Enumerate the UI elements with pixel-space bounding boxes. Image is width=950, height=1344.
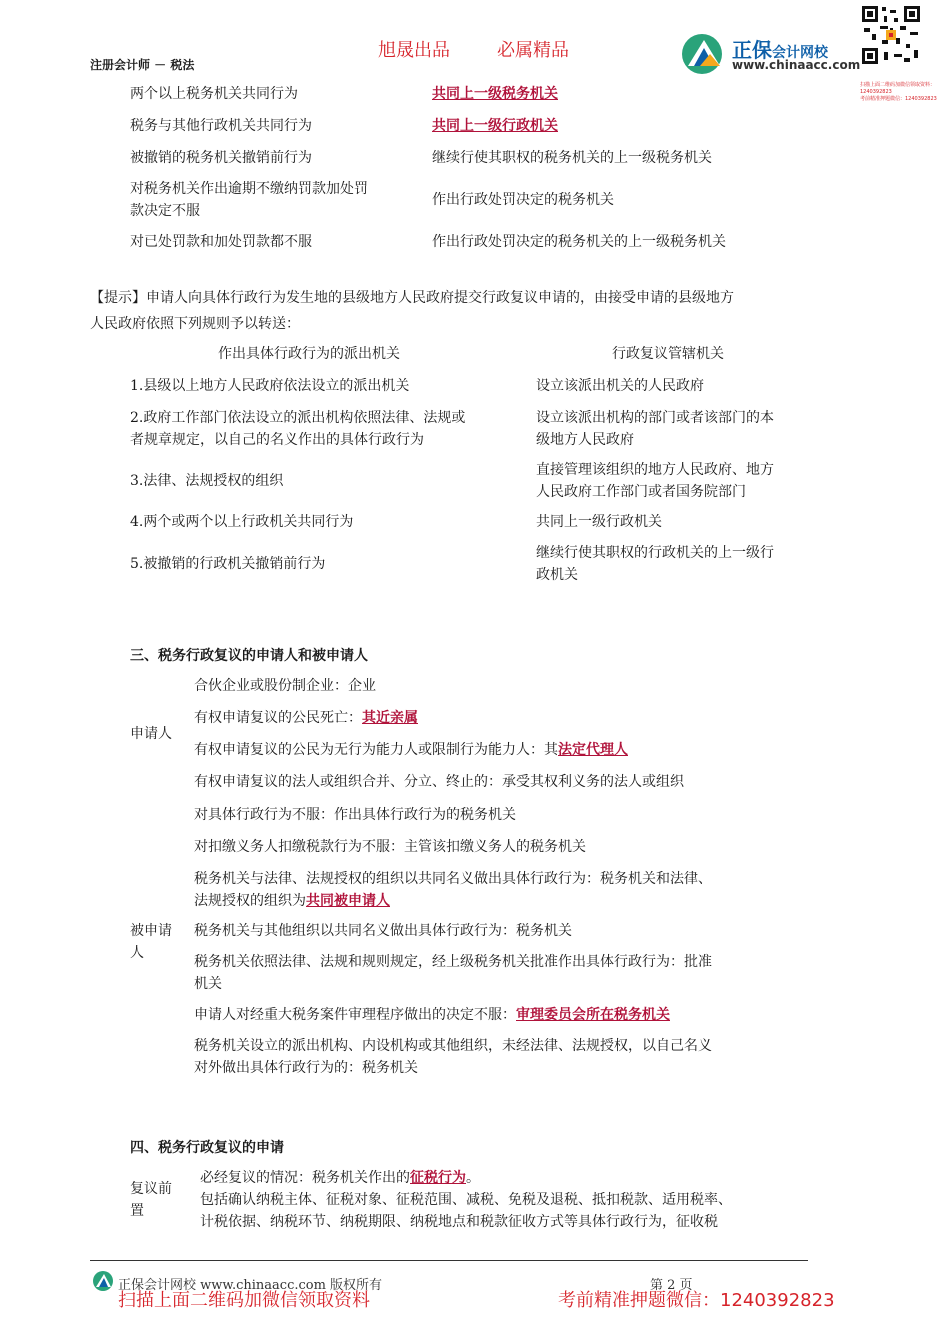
respondent-row-4: 税务机关与其他组织以共同名义做出具体行政行为：税务机关 — [194, 923, 572, 939]
respondent-label-1: 被申请 — [130, 923, 172, 939]
table2-row3-left: 3.法律、法规授权的组织 — [130, 473, 284, 489]
subject-title: 注册会计师 － 税法 — [90, 58, 195, 72]
applicant-row-1: 合伙企业或股份制企业：企业 — [194, 678, 376, 694]
table2-row2-left-b: 者规章规定，以自己的名义作出的具体行政行为 — [130, 432, 424, 448]
respondent-row-5b: 机关 — [194, 976, 222, 992]
slogan-left: 旭晟出品 — [378, 40, 450, 61]
respondent-row-5a: 税务机关依照法律、法规和规则规定，经上级税务机关批准作出具体行政行为：批准 — [194, 954, 712, 970]
table1-left-3: 被撤销的税务机关撤销前行为 — [130, 150, 312, 166]
brand-title: 正保会计网校 — [732, 38, 828, 62]
prereq-label-2: 置 — [130, 1203, 144, 1219]
applicant-label: 申请人 — [130, 726, 172, 742]
table1-left-1: 两个以上税务机关共同行为 — [130, 86, 298, 102]
table2-row2-right-b: 级地方人民政府 — [536, 432, 634, 448]
promo-left-text: 扫描上面二维码加微信领取资料 — [118, 1290, 370, 1311]
prereq-line-3: 计税依据、纳税环节、纳税期限、纳税地点和税款征收方式等具体行政行为，征收税 — [200, 1214, 718, 1230]
table1-right-4: 作出行政处罚决定的税务机关 — [432, 192, 614, 208]
respondent-row-7b: 对外做出具体行政行为的：税务机关 — [194, 1060, 418, 1076]
table1-right-3: 继续行使其职权的税务机关的上一级税务机关 — [432, 150, 712, 166]
section3-title: 三、税务行政复议的申请人和被申请人 — [130, 648, 368, 664]
tip-line-1: 【提示】申请人向具体行政行为发生地的县级地方人民政府提交行政复议申请的，由接受申请的县级地方 — [90, 290, 734, 306]
respondent-row-6: 申请人对经重大税务案件审理程序做出的决定不服：审理委员会所在税务机关 — [194, 1007, 670, 1023]
prereq-label-1: 复议前 — [130, 1181, 172, 1197]
respondent-label-2: 人 — [130, 945, 144, 961]
table2-row5-right-a: 继续行使其职权的行政机关的上一级行 — [536, 545, 774, 561]
table2-row2-right-a: 设立该派出机构的部门或者该部门的本 — [536, 410, 774, 426]
applicant-row-4: 有权申请复议的法人或组织合并、分立、终止的：承受其权利义务的法人或组织 — [194, 774, 684, 790]
table1-right-5: 作出行政处罚决定的税务机关的上一级税务机关 — [432, 234, 726, 250]
respondent-row-3a: 税务机关与法律、法规授权的组织以共同名义做出具体行政行为：税务机关和法律、 — [194, 871, 712, 887]
respondent-row-1: 对具体行政行为不服：作出具体行政行为的税务机关 — [194, 807, 516, 823]
respondent-row-2: 对扣缴义务人扣缴税款行为不服：主管该扣缴义务人的税务机关 — [194, 839, 586, 855]
table2-header-right: 行政复议管辖机关 — [612, 346, 724, 362]
table2-row2-left-a: 2.政府工作部门依法设立的派出机构依照法律、法规或 — [130, 410, 466, 426]
section4-title: 四、税务行政复议的申请 — [130, 1140, 284, 1156]
slogan-right: 必属精品 — [497, 40, 569, 61]
table1-right-2: 共同上一级行政机关 — [432, 118, 558, 134]
table2-row1-right: 设立该派出机关的人民政府 — [536, 378, 704, 394]
table2-row5-left: 5.被撤销的行政机关撤销前行为 — [130, 556, 326, 572]
table2-header-left: 作出具体行政行为的派出机关 — [218, 346, 400, 362]
applicant-row-2: 有权申请复议的公民死亡：其近亲属 — [194, 710, 418, 726]
table2-row3-right-a: 直接管理该组织的地方人民政府、地方 — [536, 462, 774, 478]
brand-url: www.chinaacc.com — [732, 58, 861, 72]
prereq-line-2: 包括确认纳税主体、征税对象、征税范围、减税、免税及退税、抵扣税款、适用税率、 — [200, 1192, 732, 1208]
respondent-row-7a: 税务机关设立的派出机构、内设机构或其他组织，未经法律、法规授权，以自己名义 — [194, 1038, 712, 1054]
applicant-row-3: 有权申请复议的公民为无行为能力人或限制行为能力人：其法定代理人 — [194, 742, 628, 758]
table2-row3-right-b: 人民政府工作部门或者国务院部门 — [536, 484, 746, 500]
table1-left-2: 税务与其他行政机关共同行为 — [130, 118, 312, 134]
prereq-line-1: 必经复议的情况：税务机关作出的征税行为。 — [200, 1170, 480, 1186]
table1-left-5: 对已处罚款和加处罚款都不服 — [130, 234, 312, 250]
table1-right-1: 共同上一级税务机关 — [432, 86, 558, 102]
table2-row5-right-b: 政机关 — [536, 567, 578, 583]
qr-notes: 扫描上面二维码加微信领取资料：1240392823 考前精准押题微信：1240392823 — [860, 82, 937, 102]
tip-line-2: 人民政府依照下列规则予以转送： — [90, 316, 300, 332]
table1-left-4a: 对税务机关作出逾期不缴纳罚款加处罚 — [130, 181, 368, 197]
table2-row4-left: 4.两个或两个以上行政机关共同行为 — [130, 514, 354, 530]
table1-left-4b: 款决定不服 — [130, 203, 200, 219]
respondent-row-3b: 法规授权的组织为共同被申请人 — [194, 893, 390, 909]
footer-copyright: 正保会计网校 www.chinaacc.com 版权所有 — [118, 1278, 383, 1293]
footer-logo-icon — [92, 1270, 114, 1292]
table2-row1-left: 1.县级以上地方人民政府依法设立的派出机关 — [130, 378, 410, 394]
qr-code-icon — [860, 4, 922, 66]
footer-page-number: 第 2 页 — [650, 1278, 693, 1293]
chinaacc-logo-icon — [680, 32, 728, 76]
footer-divider — [90, 1260, 808, 1261]
promo-right-text: 考前精准押题微信：1240392823 — [558, 1290, 835, 1311]
table2-row4-right: 共同上一级行政机关 — [536, 514, 662, 530]
